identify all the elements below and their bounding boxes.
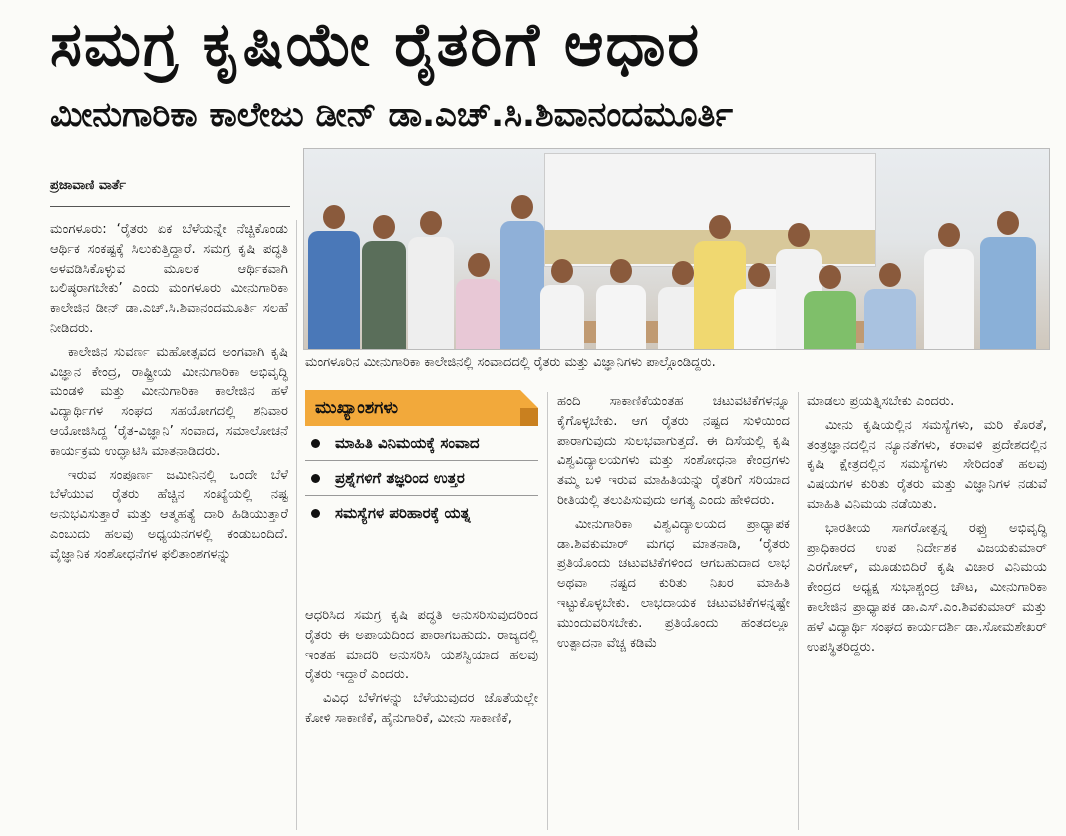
bullet-icon [311,439,320,448]
column-divider [547,392,548,830]
article-paragraph: ಇರುವ ಸಂಪೂರ್ಣ ಜಮೀನಿನಲ್ಲಿ ಒಂದೇ ಬೆಳೆ ಬೆಳೆಯುವ ರೈತರು ಹೆಚ್ಚಿನ ಸಂಖ್ಯೆಯಲ್ಲಿ ನಷ್ಟ ಅನುಭವಿಸುತ್ತಾರೆ ಮತ್ತು ಆತ್ಮಹತ್ಯೆ ದಾರಿ ಹಿಡಿಯುತ್ತಾರೆ ಎಂಬುದು ಹಲವು ಅಧ್ಯಯನಗಳಲ್ಲಿ ಕಂಡುಬಂದಿದೆ. ವೈಜ್ಞಾನಿಕ ಸಂಶೋಧನೆಗಳ ಫಲಿತಾಂಶಗಳನ್ನು [50,467,288,562]
article-paragraph: ಮಂಗಳೂರು: ‘ರೈತರು ಏಕ ಬೆಳೆಯನ್ನೇ ನೆಚ್ಚಿಕೊಂಡು ಆರ್ಥಿಕ ಸಂಕಷ್ಟಕ್ಕೆ ಸಿಲುಕುತ್ತಿದ್ದಾರೆ. ಸಮಗ್ರ ಕೃಷಿ ಪದ್ಧತಿ ಅಳವಡಿಸಿಕೊಳ್ಳುವ ಮೂಲಕ ಆರ್ಥಿಕವಾಗಿ ಬಲಿಷ್ಠರಾಗಬೇಕು’ ಎಂದು ಮಂಗಳೂರು ಮೀನುಗಾರಿಕಾ ಕಾಲೇಜಿನ ಡೀನ್ ಡಾ.ಎಚ್.ಸಿ.ಶಿವಾನಂದಮೂರ್ತಿ ಸಲಹೆ ನೀಡಿದರು. [50,222,288,336]
highlight-text: ಮಾಹಿತಿ ವಿನಿಮಯಕ್ಕೆ ಸಂವಾದ [335,434,480,452]
byline-divider [50,206,290,207]
article-paragraph: ಭಾರತೀಯ ಸಾಗರೋತ್ಪನ್ನ ರಫ್ತು ಅಭಿವೃದ್ಧಿ ಪ್ರಾಧಿಕಾರದ ಉಪ ನಿರ್ದೇಶಕ ವಿಜಯಕುಮಾರ್ ಎರಗೋಳ್, ಮೂಡುಬಿದಿರೆ ಕೃಷಿ ವಿಚಾರ ವಿನಿಮಯ ಕೇಂದ್ರದ ಅಧ್ಯಕ್ಷ ಸುಭಾಶ್ಚಂದ್ರ ಚೌಟ, ಮೀನುಗಾರಿಕಾ ಕಾಲೇಜಿನ ಪ್ರಾಧ್ಯಾಪಕ ಡಾ.ಎಸ್.ಎಂ.ಶಿವಕುಮಾರ್ ಮತ್ತು ಹಳೆ ವಿದ್ಯಾರ್ಥಿ ಸಂಘದ ಕಾರ್ಯದರ್ಶಿ ಡಾ.ಸೋಮಶೇಖರ್ ಉಪಸ್ಥಿತರಿದ್ದರು. [807,520,1047,655]
column-divider [798,392,799,830]
bullet-icon [311,509,320,518]
headline: ಸಮಗ್ರ ಕೃಷಿಯೇ ರೈತರಿಗೆ ಆಧಾರ [50,10,702,80]
column-divider [296,220,297,830]
article-paragraph: ಮೀನುಗಾರಿಕಾ ವಿಶ್ವವಿದ್ಯಾಲಯದ ಪ್ರಾಧ್ಯಾಪಕ ಡಾ.ಶಿವಕುಮಾರ್ ಮಗಧ ಮಾತನಾಡಿ, ‘ರೈತರು ಪ್ರತಿಯೊಂದು ಚಟುವಟಿಕೆಗಳಿಂದ ಆಗಬಹುದಾದ ಲಾಭ ಅಥವಾ ನಷ್ಟದ ಕುರಿತು ನಿಖರ ಮಾಹಿತಿ ಇಟ್ಟುಕೊಳ್ಳಬೇಕು. ಲಾಭದಾಯಕ ಚಟುವಟಿಕೆಗಳನ್ನಷ್ಟೇ ಮುಂದುವರಿಸಬೇಕು. ಪ್ರತಿಯೊಂದು ಹಂತದಲ್ಲೂ ಉತ್ಪಾದನಾ ವೆಚ್ಚ ಕಡಿಮೆ [557,516,790,651]
article-paragraph: ವಿವಿಧ ಬೆಳೆಗಳನ್ನು ಬೆಳೆಯುವುದರ ಜೊತೆಯಲ್ಲೇ ಕೋಳಿ ಸಾಕಾಣಿಕೆ, ಹೈನುಗಾರಿಕೆ, ಮೀನು ಸಾಕಾಣಿಕೆ, [305,691,538,726]
event-photo [303,148,1050,350]
subheadline: ಮೀನುಗಾರಿಕಾ ಕಾಲೇಜು ಡೀನ್ ಡಾ.ಎಚ್.ಸಿ.ಶಿವಾನಂದಮೂರ್ತಿ [50,95,734,135]
highlights-box [305,390,538,600]
article-paragraph: ಆಧರಿಸಿದ ಸಮಗ್ರ ಕೃಷಿ ಪದ್ಧತಿ ಅನುಸರಿಸುವುದರಿಂದ ರೈತರು ಈ ಅಪಾಯದಿಂದ ಪಾರಾಗಬಹುದು. ರಾಜ್ಯದಲ್ಲಿ ಇಂತಹ ಮಾದರಿ ಅನುಸರಿಸಿ ಯಶಸ್ವಿಯಾದ ಹಲವು ರೈತರು ಇದ್ದಾರೆ ಎಂದರು. [305,608,538,683]
highlight-text: ಸಮಸ್ಯೆಗಳ ಪರಿಹಾರಕ್ಕೆ ಯತ್ನ [335,504,471,522]
highlights-title-text: ಮುಖ್ಯಾಂಶಗಳು [315,398,398,418]
article-column-1 [50,220,288,832]
highlights-title [305,390,538,426]
photo-caption: ಮಂಗಳೂರಿನ ಮೀನುಗಾರಿಕಾ ಕಾಲೇಜಿನಲ್ಲಿ ಸಂವಾದದಲ್ಲಿ ರೈತರು ಮತ್ತು ವಿಜ್ಞಾನಿಗಳು ಪಾಲ್ಗೊಂಡಿದ್ದರು. [305,355,716,370]
article-column-4 [807,392,1047,832]
bullet-icon [311,474,320,483]
highlight-item [305,496,538,530]
article-column-2 [305,606,538,832]
article-paragraph: ಕಾಲೇಜಿನ ಸುವರ್ಣ ಮಹೋತ್ಸವದ ಅಂಗವಾಗಿ ಕೃಷಿ ವಿಜ್ಞಾನ ಕೇಂದ್ರ, ರಾಷ್ಟ್ರೀಯ ಮೀನುಗಾರಿಕಾ ಅಭಿವೃದ್ಧಿ ಮಂಡಳಿ ಮತ್ತು ಮೀನುಗಾರಿಕಾ ಕಾಲೇಜಿನ ಹಳೆ ವಿದ್ಯಾರ್ಥಿಗಳ ಸಂಘದ ಸಹಯೋಗದಲ್ಲಿ ಶನಿವಾರ ಆಯೋಜಿಸಿದ್ದ ‘ರೈತ-ವಿಜ್ಞಾನಿ’ ಸಂವಾದ, ಸಮಾಲೋಚನೆ ಕಾರ್ಯಕ್ರಮ ಉದ್ಘಾಟಿಸಿ ಮಾತನಾಡಿದರು. [50,344,288,459]
highlight-item [305,461,538,496]
article-paragraph: ಮೀನು ಕೃಷಿಯಲ್ಲಿನ ಸಮಸ್ಯೆಗಳು, ಮರಿ ಕೊರತೆ, ತಂತ್ರಜ್ಞಾನದಲ್ಲಿನ ನ್ಯೂನತೆಗಳು, ಕರಾವಳಿ ಪ್ರದೇಶದಲ್ಲಿನ ಕೃಷಿ ಕ್ಷೇತ್ರದಲ್ಲಿನ ಸಮಸ್ಯೆಗಳು ಸೇರಿದಂತೆ ಹಲವು ವಿಷಯಗಳ ಕುರಿತು ರೈತರು ಮತ್ತು ವಿಜ್ಞಾನಿಗಳ ನಡುವೆ ಮಾಹಿತಿ ವಿನಿಮಯ ನಡೆಯಿತು. [807,417,1047,512]
byline: ಪ್ರಜಾವಾಣಿ ವಾರ್ತೆ [50,178,126,193]
article-paragraph: ಹಂದಿ ಸಾಕಾಣಿಕೆಯಂತಹ ಚಟುವಟಿಕೆಗಳನ್ನೂ ಕೈಗೊಳ್ಳಬೇಕು. ಆಗ ರೈತರು ನಷ್ಟದ ಸುಳಿಯಿಂದ ಪಾರಾಗುವುದು ಸುಲಭವಾಗುತ್ತದೆ. ಈ ದಿಸೆಯಲ್ಲಿ ಕೃಷಿ ವಿಶ್ವವಿದ್ಯಾಲಯಗಳು ಮತ್ತು ಸಂಶೋಧನಾ ಕೇಂದ್ರಗಳು ತಮ್ಮ ಬಳಿ ಇರುವ ಮಾಹಿತಿಯನ್ನು ರೈತರಿಗೆ ಸರಿಯಾದ ರೀತಿಯಲ್ಲಿ ತಲುಪಿಸುವುದು ಅಗತ್ಯ ಎಂದು ಹೇಳಿದರು. [557,394,790,508]
article-column-3 [557,392,790,832]
highlight-item [305,426,538,461]
highlight-text: ಪ್ರಶ್ನೆಗಳಿಗೆ ತಜ್ಞರಿಂದ ಉತ್ತರ [335,469,465,487]
article-paragraph: ಮಾಡಲು ಪ್ರಯತ್ನಿಸಬೇಕು ಎಂದರು. [807,394,955,409]
